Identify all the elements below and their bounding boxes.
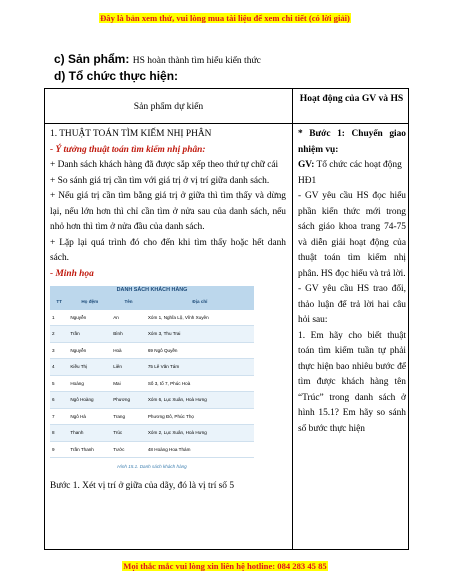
table-cell: 8 [50, 425, 68, 442]
figure-caption: Hình 15.1. Danh sách khách hàng [117, 464, 187, 469]
table-cell: Xóm 3, Thu Trai [146, 326, 254, 343]
section-d-heading: d) Tổ chức thực hiện: [54, 69, 179, 83]
paragraph-4: + Lặp lại quá trình đó cho đến khi tìm thấy hoặc hết danh sách. [50, 237, 286, 263]
preview-banner: Đây là bản xem thử, vui lòng mua tài liệu để xem chi tiết (có lời giải) [100, 13, 350, 23]
section-c-label: c) Sản phẩm: [54, 52, 130, 66]
question-1: 1. Em hãy cho biết thuật toán tìm kiếm tuần tự phải thực hiện bao nhiêu bước để tìm được khách hàng tên “Trúc” trong danh sách ở hình 15.1? Em hãy so sánh số bước thực hiện [298, 330, 406, 434]
figure-title: DANH SÁCH KHÁCH HÀNG [50, 286, 254, 294]
table-cell: Hoàng [68, 375, 111, 392]
header-left: Sản phẩm dự kiến [133, 100, 204, 112]
gv-text: Tổ chức các hoạt động [316, 160, 402, 170]
table-cell: Xóm 2, Lục Xuân, Hoà Hưng [146, 425, 254, 442]
customer-table-body [50, 310, 254, 458]
table-cell: Nguyễn [68, 310, 111, 326]
paragraph-3: + Nếu giá trị cần tìm bằng giá trị ở giữa thì tìm thấy và dừng lại, nếu lớn hơn thì chỉ cần tìm ở nửa sau của danh sách, nếu nhỏ hơn thì tìm ở nửa đầu của danh sách. [50, 191, 286, 232]
lesson-table [44, 88, 409, 550]
paragraph-2: + So sánh giá trị cần tìm với giá trị ở vị trí giữa danh sách. [50, 175, 270, 186]
section-c-heading [54, 52, 261, 66]
table-row [50, 326, 254, 343]
table-cell: 9 [50, 441, 68, 458]
col-tt: TT [50, 294, 68, 310]
header-divider [45, 123, 408, 124]
column-divider [292, 89, 293, 549]
table-row [50, 425, 254, 442]
table-cell: 75 Lê Văn Tám [146, 359, 254, 376]
header-right: Hoạt động của GV và HS [299, 93, 404, 104]
col-ho-dem: Họ đệm [68, 294, 111, 310]
table-cell: Phương [111, 392, 146, 409]
table-row [50, 359, 254, 376]
section-title: 1. THUẬT TOÁN TÌM KIẾM NHỊ PHÂN [50, 129, 212, 139]
gv-task-2: - GV yêu cầu HS trao đổi, thảo luận để trả lời hai câu hỏi sau: [298, 284, 406, 325]
table-row [50, 441, 254, 458]
col-ten: Tên [111, 294, 146, 310]
table-cell: 2 [50, 326, 68, 343]
table-cell: Xóm 6, Lục Xuân, Hoà Hưng [146, 392, 254, 409]
table-cell: Phương Đô, Phúc Thọ [146, 408, 254, 425]
table-cell: 5 [50, 375, 68, 392]
table-cell: Trang [111, 408, 146, 425]
table-cell: Xóm 1, Nghĩa Lộ, Vĩnh Xuyên [146, 310, 254, 326]
table-row [50, 392, 254, 409]
left-column [50, 127, 286, 494]
paragraph-1: + Danh sách khách hàng đã được sắp xếp theo thứ tự chữ cái [50, 160, 279, 170]
table-cell: Thanh [68, 425, 111, 442]
illustration-heading: - Minh họa [50, 268, 94, 279]
table-cell: Ngô Hà [68, 408, 111, 425]
table-cell: Mai [111, 375, 146, 392]
table-cell: 69 Ngô Quyền [146, 342, 254, 359]
section-c-text: HS hoàn thành tìm hiểu kiến thức [132, 56, 261, 66]
table-cell: 4 [50, 359, 68, 376]
step-1-label: * Bước 1: Chuyển giao nhiệm vụ: [298, 129, 406, 155]
table-cell: Kiều Thị [68, 359, 111, 376]
table-cell: An [111, 310, 146, 326]
idea-heading: - Ý tưởng thuật toán tìm kiếm nhị phân: [50, 144, 206, 155]
gv-line [298, 158, 406, 174]
gv-task-1: - GV yêu cầu HS đọc hiểu phần kiến thức mới trong sách giáo khoa trang 74-75 và diễn giải hoạt động của thuật toán tìm kiếm nhị phân. HS đọc hiểu và trả lời. [298, 191, 406, 279]
gv-label: GV: [298, 160, 315, 170]
table-row [50, 342, 254, 359]
activity-label: HĐ1 [298, 175, 317, 186]
table-cell: Nguyễn [68, 342, 111, 359]
table-cell: Trúc [111, 425, 146, 442]
right-column [298, 127, 406, 437]
step-1-text: Bước 1. Xét vị trí ở giữa của dãy, đó là vị trí số 5 [50, 480, 235, 491]
table-cell: 3 [50, 342, 68, 359]
table-cell: Bình [111, 326, 146, 343]
customer-table-header [50, 294, 254, 310]
table-cell: Trần Thanh [68, 441, 111, 458]
table-cell: Ngô Hoàng [68, 392, 111, 409]
table-cell: Hoà [111, 342, 146, 359]
table-cell: Số 3, tổ 7, Phúc Hoà [146, 375, 254, 392]
customer-list-figure [50, 286, 254, 475]
table-cell: 1 [50, 310, 68, 326]
table-row [50, 408, 254, 425]
customer-table [50, 294, 254, 458]
table-cell: 48 Hoàng Hoa Thám [146, 441, 254, 458]
hotline-banner: Mọi thắc mắc vui lòng xin liên hệ hotline: 084 283 45 85 [123, 561, 327, 571]
table-cell: Liên [111, 359, 146, 376]
table-cell: 6 [50, 392, 68, 409]
col-dia-chi: Địa chỉ [146, 294, 254, 310]
table-cell: Tước [111, 441, 146, 458]
table-cell: Trần [68, 326, 111, 343]
table-row [50, 375, 254, 392]
table-row [50, 310, 254, 326]
table-cell: 7 [50, 408, 68, 425]
